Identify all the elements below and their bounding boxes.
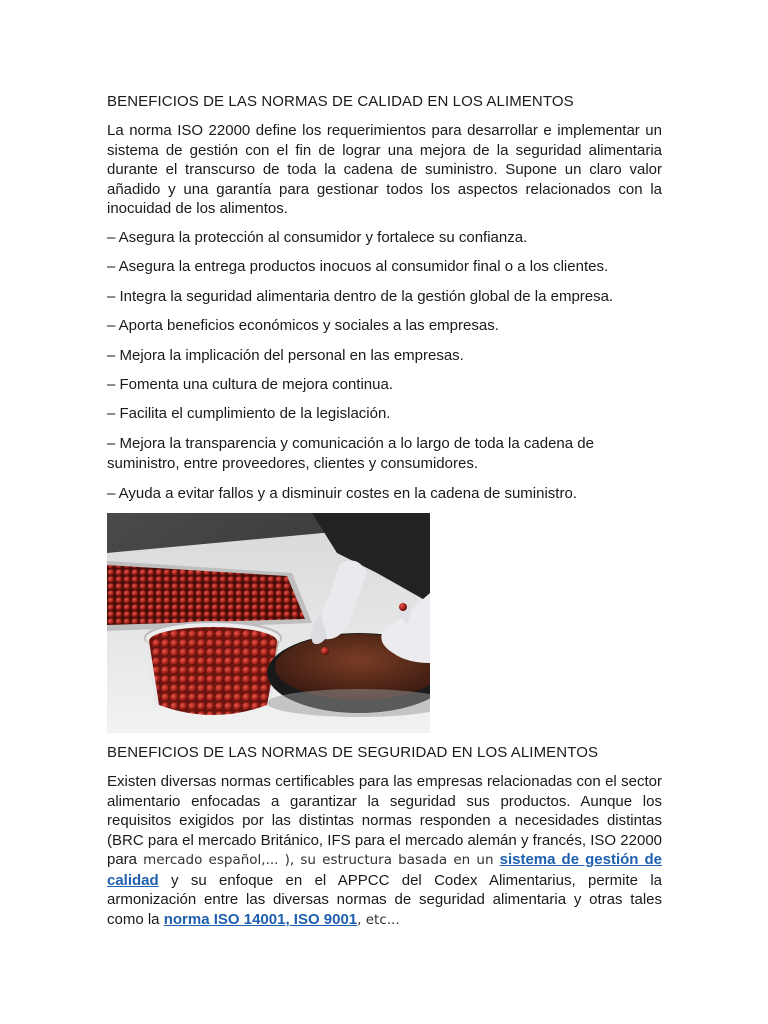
section1-intro: La norma ISO 22000 define los requerimientos para desarrollar e implementar un sistema de gestión con el fin de lograr una mejora de la seguridad alimentaria durante el transcurso de toda la cadena de suministro. Supone un claro valor añadido y una garantía para gestionar todos los aspectos relacionados con la inocuidad de los alimentos. (107, 122, 662, 217)
bullet-item: – Aporta beneficios económicos y sociales a las empresas. (107, 317, 499, 334)
bullet-item: – Facilita el cumplimiento de la legislación. (107, 405, 391, 422)
bullet-item: – Mejora la implicación del personal en las empresas. (107, 347, 464, 364)
link-iso-9001[interactable]: ISO 9001 (289, 910, 358, 928)
section2-text-a: Existen diversas normas certificables para las empresas relacionadas con el sector alimentario enfocadas a garantizar la seguridad sus productos. Aunque los requisitos exigidos por las distintas normas responden a necesidades distintas (BRC para el mercado Británico, IFS para el mercado alemán y francés, ISO 22000 para (107, 773, 662, 868)
link-sistema-gestion-calidad[interactable]: sistema de gestión de calidad (107, 851, 663, 889)
bullet-item: – Asegura la entrega productos inocuos al consumidor final o a los clientes. (107, 258, 609, 275)
section2-text-c: y su enfoque en el APPCC del Codex Alimentarius, permite la armonización entre las diversas normas de seguridad alimentaria y otras tales como la (107, 871, 662, 928)
bullet-item: – Integra la seguridad alimentaria dentro de la gestión global de la empresa. (107, 288, 614, 305)
section2-text-d: , etc... (357, 911, 400, 928)
bullet-item: – Mejora la transparencia y comunicación a lo largo de toda la cadena de suministro, entre proveedores, clientes y consumidores. (107, 435, 594, 472)
section2-title: BENEFICIOS DE LAS NORMAS DE SEGURIDAD EN LOS ALIMENTOS (107, 744, 599, 761)
bullet-item: – Fomenta una cultura de mejora continua. (107, 376, 394, 393)
section2-paragraph: Existen diversas normas certificables para las empresas relacionadas con el sector alimentario enfocadas a garantizar la seguridad sus productos. Aunque los requisitos exigidos por las distintas normas responden a necesidades distintas (BRC para el mercado Británico, IFS para el mercado alemán y francés, ISO 22000 para mercado español,... ), su estructura basada en un sistema de gestión de calidad y su enfoque en el APPCC del Codex Alimentarius, permite la armonización entre las diversas normas de seguridad alimentaria y otras tales como la norma ISO 14001, ISO 9001, etc... (107, 773, 663, 928)
bullet-item: – Asegura la protección al consumidor y fortalece su confianza. (107, 229, 528, 246)
food-handling-photo (107, 513, 430, 733)
link-norma-iso-14001[interactable]: norma ISO 14001 (163, 910, 286, 928)
section1-title: BENEFICIOS DE LAS NORMAS DE CALIDAD EN LOS ALIMENTOS (107, 93, 574, 110)
section2-text-b: mercado español,... ), su estructura basada en un (143, 852, 494, 868)
bullet-item: – Ayuda a evitar fallos y a disminuir costes en la cadena de suministro. (107, 485, 577, 502)
